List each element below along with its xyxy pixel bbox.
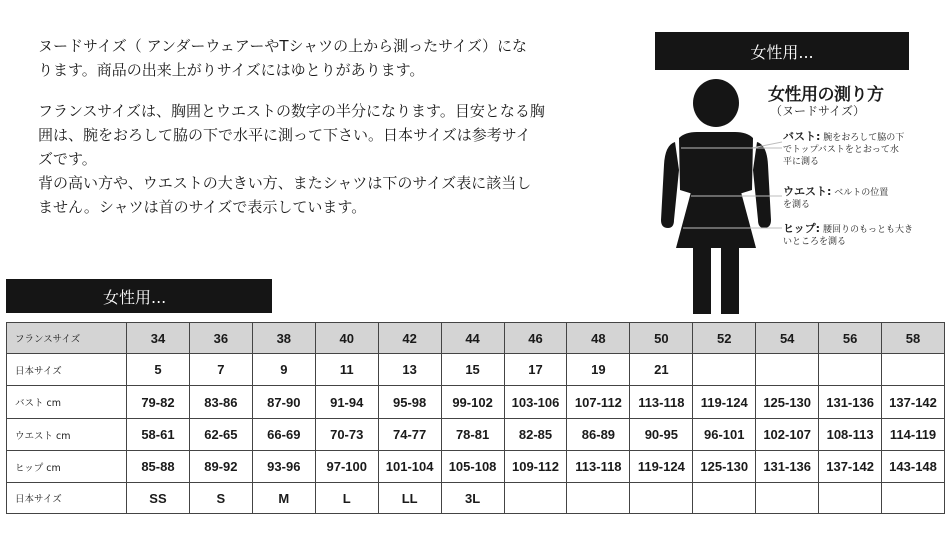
- table-cell: 99-102: [441, 386, 504, 419]
- table-cell: 56: [819, 323, 882, 354]
- table-cell: [819, 483, 882, 514]
- table-cell: 17: [504, 354, 567, 386]
- waist-text: を測る: [783, 200, 811, 210]
- row-label: バスト cm: [7, 386, 127, 419]
- measurement-guide-subtitle: （ヌードサイズ）: [770, 104, 866, 118]
- hip-annotation: [783, 223, 923, 248]
- waist-label: ウエスト:: [783, 185, 832, 198]
- row-label: フランスサイズ: [7, 323, 127, 354]
- bust-annotation: [783, 131, 923, 168]
- table-cell: 34: [127, 323, 190, 354]
- row-label: ヒップ cm: [7, 451, 127, 483]
- table-cell: 137-142: [819, 451, 882, 483]
- table-cell: 46: [504, 323, 567, 354]
- table-cell: 82-85: [504, 419, 567, 451]
- table-cell: 19: [567, 354, 630, 386]
- table-cell: 89-92: [189, 451, 252, 483]
- table-cell: [756, 354, 819, 386]
- table-cell: 7: [189, 354, 252, 386]
- row-hip: [7, 451, 945, 483]
- table-cell: 42: [378, 323, 441, 354]
- table-cell: 107-112: [567, 386, 630, 419]
- measurement-guide-title: 女性用の測り方: [768, 85, 884, 105]
- hip-text: 腰回りのもっとも大き: [822, 225, 913, 235]
- bust-text: 腕をおろして脇の下: [823, 133, 905, 143]
- row-japan-letter-size: [7, 483, 945, 514]
- bust-text: 平に測る: [783, 157, 820, 167]
- table-cell: 85-88: [127, 451, 190, 483]
- table-cell: 87-90: [252, 386, 315, 419]
- table-cell: 96-101: [693, 419, 756, 451]
- table-cell: 66-69: [252, 419, 315, 451]
- hip-text: いところを測る: [783, 237, 847, 247]
- table-cell: 3L: [441, 483, 504, 514]
- table-cell: [756, 483, 819, 514]
- table-cell: 48: [567, 323, 630, 354]
- table-cell: 103-106: [504, 386, 567, 419]
- table-cell: 97-100: [315, 451, 378, 483]
- table-cell: 11: [315, 354, 378, 386]
- table-cell: 113-118: [567, 451, 630, 483]
- table-cell: 113-118: [630, 386, 693, 419]
- row-label: 日本サイズ: [7, 483, 127, 514]
- table-cell: 105-108: [441, 451, 504, 483]
- size-chart-body: [7, 323, 945, 514]
- intro-line: 背の高い方や、ウエストの大きい方、またシャツは下のサイズ表に該当し: [38, 174, 532, 192]
- hip-label: ヒップ:: [783, 222, 821, 235]
- bust-text: でトップバストをとおって水: [783, 145, 899, 155]
- womens-header-left: 女性用...: [6, 279, 272, 313]
- table-cell: [819, 354, 882, 386]
- table-cell: 131-136: [756, 451, 819, 483]
- table-cell: [567, 483, 630, 514]
- intro-line: ヌードサイズ（ アンダーウェアーやTシャツの上から測ったサイズ）にな: [38, 37, 527, 55]
- row-bust: [7, 386, 945, 419]
- table-cell: 119-124: [630, 451, 693, 483]
- table-cell: 91-94: [315, 386, 378, 419]
- table-cell: 70-73: [315, 419, 378, 451]
- table-cell: 50: [630, 323, 693, 354]
- intro-line: 囲は、腕をおろして脇の下で水平に測って下さい。日本サイズは参考サイ: [38, 126, 531, 144]
- table-cell: 114-119: [882, 419, 945, 451]
- row-waist: [7, 419, 945, 451]
- intro-line: ません。シャツは首のサイズで表示しています。: [38, 198, 367, 216]
- table-cell: 21: [630, 354, 693, 386]
- table-cell: [693, 483, 756, 514]
- table-cell: 74-77: [378, 419, 441, 451]
- table-cell: S: [189, 483, 252, 514]
- table-cell: 90-95: [630, 419, 693, 451]
- table-cell: 125-130: [693, 451, 756, 483]
- waist-annotation: [783, 186, 923, 211]
- table-cell: 83-86: [189, 386, 252, 419]
- table-cell: 36: [189, 323, 252, 354]
- table-cell: [504, 483, 567, 514]
- waist-text: ベルトの位置: [834, 188, 889, 198]
- bust-label: バスト:: [783, 130, 821, 143]
- table-cell: 38: [252, 323, 315, 354]
- table-cell: 78-81: [441, 419, 504, 451]
- size-chart-table: [6, 322, 945, 514]
- table-cell: [630, 483, 693, 514]
- table-cell: 119-124: [693, 386, 756, 419]
- table-cell: 15: [441, 354, 504, 386]
- table-cell: 125-130: [756, 386, 819, 419]
- table-cell: 79-82: [127, 386, 190, 419]
- table-cell: SS: [127, 483, 190, 514]
- table-cell: 44: [441, 323, 504, 354]
- table-cell: 9: [252, 354, 315, 386]
- table-cell: [882, 483, 945, 514]
- row-label: ウエスト cm: [7, 419, 127, 451]
- table-cell: 58-61: [127, 419, 190, 451]
- table-cell: 54: [756, 323, 819, 354]
- table-cell: 108-113: [819, 419, 882, 451]
- row-france-size: [7, 323, 945, 354]
- intro-line: ズです。: [38, 150, 97, 168]
- table-cell: 40: [315, 323, 378, 354]
- table-cell: 52: [693, 323, 756, 354]
- intro-text: [38, 34, 598, 219]
- table-cell: [882, 354, 945, 386]
- table-cell: 131-136: [819, 386, 882, 419]
- table-cell: [693, 354, 756, 386]
- womens-header-right: 女性用...: [655, 32, 909, 70]
- table-cell: 86-89: [567, 419, 630, 451]
- table-cell: 58: [882, 323, 945, 354]
- row-japan-size: [7, 354, 945, 386]
- table-cell: 102-107: [756, 419, 819, 451]
- table-cell: L: [315, 483, 378, 514]
- table-cell: 62-65: [189, 419, 252, 451]
- intro-line: フランスサイズは、胸囲とウエストの数字の半分になります。目安となる胸: [38, 102, 545, 120]
- table-cell: 5: [127, 354, 190, 386]
- table-cell: 95-98: [378, 386, 441, 419]
- table-cell: M: [252, 483, 315, 514]
- table-cell: 93-96: [252, 451, 315, 483]
- intro-line: ります。商品の出来上がりサイズにはゆとりがあります。: [38, 61, 425, 79]
- table-cell: 13: [378, 354, 441, 386]
- table-cell: 101-104: [378, 451, 441, 483]
- row-label: 日本サイズ: [7, 354, 127, 386]
- table-cell: 137-142: [882, 386, 945, 419]
- table-cell: LL: [378, 483, 441, 514]
- table-cell: 109-112: [504, 451, 567, 483]
- table-cell: 143-148: [882, 451, 945, 483]
